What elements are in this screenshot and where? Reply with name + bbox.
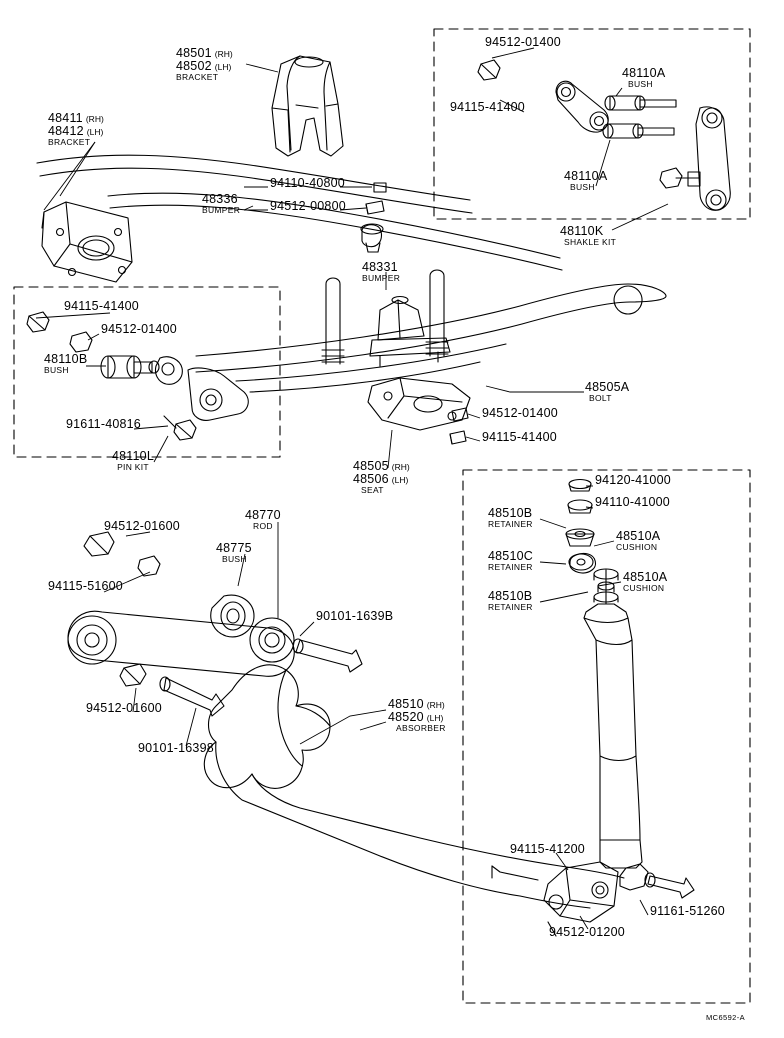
label-91161-51260: 91161-51260 [650,904,725,918]
part-number: 48510B [488,506,533,520]
label-48110A-lower [564,170,607,191]
part-side: (LH) [391,474,409,485]
part-description: BUSH [44,364,69,375]
part-description: SEAT [361,484,384,495]
sheet-code: MC6592-A [706,1013,746,1022]
part-number: 48510 [388,697,424,711]
part-description: BUSH [628,78,653,89]
label-90101-1639B: 90101-1639B [316,609,394,623]
label-94115-41200: 94115-41200 [510,842,585,856]
part-number: 48505A [585,380,630,394]
part-number: 48412 [48,123,84,138]
part-side: (RH) [391,462,410,472]
part-description: SHAKLE KIT [564,236,617,247]
part-description: PIN KIT [117,461,149,472]
part-number: 48505 [353,459,389,473]
part-description: BUSH [570,181,595,192]
label-48510A-upper [616,530,660,551]
part-description: BUMPER [202,204,241,215]
part-side: (LH) [86,126,104,137]
label-48110K [560,225,616,246]
part-description: BRACKET [48,136,91,147]
label-94512-01600-upper: 94512-01600 [104,519,180,533]
label-94115-51600: 94115-51600 [48,579,123,593]
part-description: BUMPER [362,272,401,283]
label-94115-41400-shackle: 94115-41400 [450,100,525,114]
part-number: 48510C [488,549,533,563]
label-48110A-upper [622,67,665,88]
part-number: 48775 [216,541,252,555]
part-description: BUSH [222,553,247,564]
part-number: 48502 [176,58,212,73]
label-94512-01400-seat: 94512-01400 [482,406,558,420]
part-description: CUSHION [623,582,665,593]
part-number: 48520 [388,709,424,724]
label-48775 [216,542,252,563]
label-94110-40800: 94110-40800 [270,176,345,190]
label-48110B [44,353,87,374]
label-48510B-upper [488,507,533,528]
label-94512-01400-pinkit: 94512-01400 [101,322,177,336]
label-48510B-lower [488,590,533,611]
part-description: RETAINER [488,518,533,529]
part-side: (LH) [426,712,444,723]
label-94512-01600-lower: 94512-01600 [86,701,162,715]
part-side: (RH) [85,114,104,124]
label-94512-01200: 94512-01200 [549,925,625,939]
label-48510-48520 [388,698,446,732]
label-90101-16398: 90101-16398 [138,741,214,755]
label-94512-00800: 94512-00800 [270,199,346,213]
label-94115-41400-seat: 94115-41400 [482,430,557,444]
label-48505-48506 [353,460,410,494]
part-number: 48506 [353,471,389,486]
part-side: (LH) [214,61,232,72]
part-description: BRACKET [176,71,219,82]
part-description: ROD [253,520,273,531]
part-number: 48110L [112,449,154,463]
label-94110-41000: 94110-41000 [595,495,670,509]
part-number: 48110A [622,66,666,80]
label-48501-48502 [176,47,233,81]
label-48411-48412 [48,112,104,146]
part-description: RETAINER [488,601,533,612]
part-number: 48336 [202,192,238,206]
part-description: BOLT [589,392,612,403]
part-side: (RH) [426,700,445,710]
part-number: 48331 [362,260,398,274]
part-number: 48110K [560,224,604,238]
label-48331 [362,261,400,282]
label-91611-40816: 91611-40816 [66,417,141,431]
part-number: 48510B [488,589,533,603]
part-number: 48501 [176,46,212,60]
part-number: 48110B [44,352,88,366]
part-description: ABSORBER [396,722,446,733]
part-description: RETAINER [488,561,533,572]
part-number: 48770 [245,508,281,522]
label-48505A [585,381,629,402]
label-94512-01400-shackle: 94512-01400 [485,35,561,49]
label-48770 [245,509,281,530]
label-48510C [488,550,533,571]
label-94115-41400-pinkit: 94115-41400 [64,299,139,313]
label-48336 [202,193,240,214]
label-48110L [112,450,154,471]
part-side: (RH) [214,49,233,59]
part-number: 48411 [48,111,83,125]
part-number: 48110A [564,169,608,183]
label-48510A-lower [623,571,667,592]
label-94120-41000: 94120-41000 [595,473,671,487]
part-number: 48510A [623,570,668,584]
part-number: 48510A [616,529,661,543]
part-description: CUSHION [616,541,658,552]
